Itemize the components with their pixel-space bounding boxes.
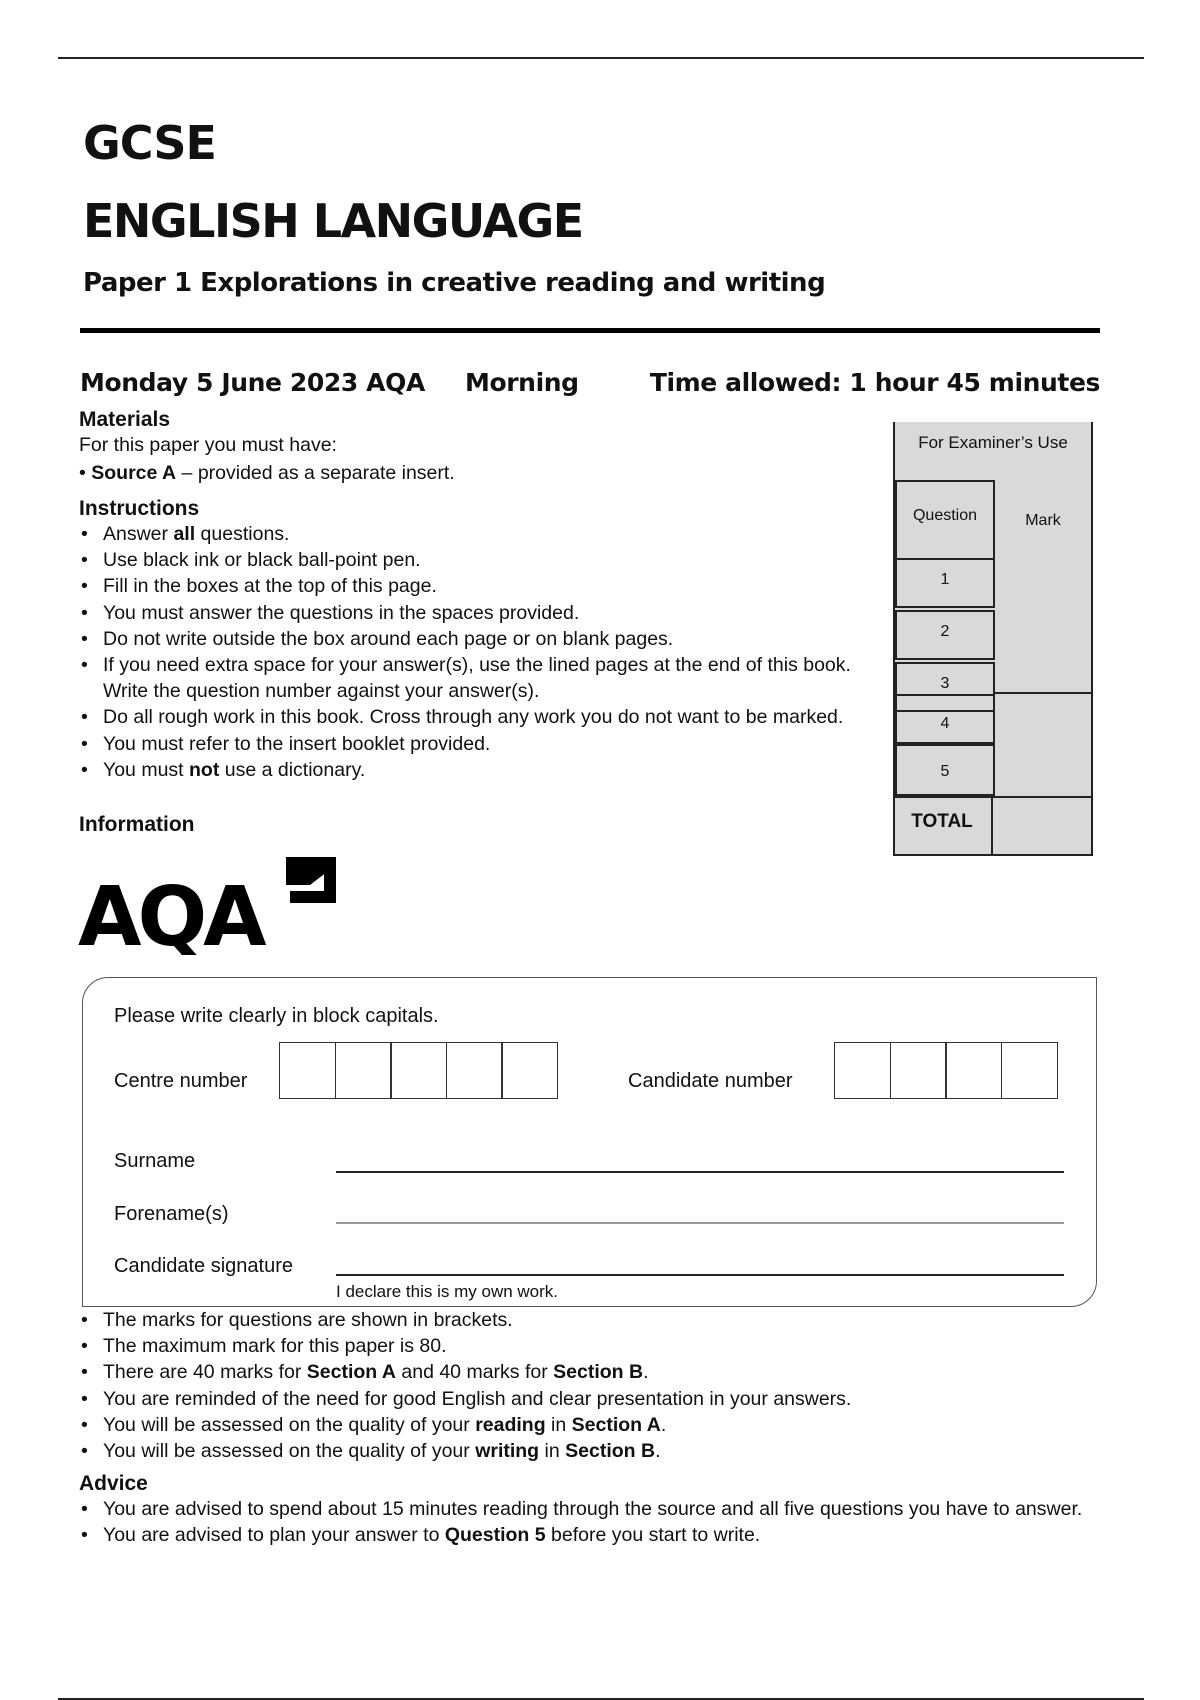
centre-number-label: Centre number [114, 1070, 248, 1092]
title-divider [80, 328, 1100, 333]
instruction-item: • You must not use a dictionary. [79, 757, 879, 783]
instructions-heading: Instructions [79, 497, 200, 520]
question-cell [895, 558, 995, 608]
advice-item: • You are advised to plan your answer to Question 5 before you start to write. [79, 1522, 1119, 1548]
subject-title: ENGLISH LANGUAGE [83, 194, 583, 248]
instructions-list [79, 521, 879, 783]
aqa-logo-text: AQA [78, 870, 263, 955]
advice-list [79, 1496, 1119, 1548]
total-row [893, 796, 1093, 858]
centre-digit-box[interactable] [279, 1042, 336, 1099]
centre-digit-box[interactable] [390, 1042, 447, 1099]
aqa-logo-graphic [78, 855, 348, 955]
question-header-cell [895, 480, 995, 560]
materials-item: • Source A – provided as a separate insert. [79, 462, 455, 484]
information-item: • You will be assessed on the quality of your reading in Section A. [79, 1412, 1109, 1438]
declaration-text: I declare this is my own work. [336, 1282, 559, 1301]
candidate-number-label: Candidate number [628, 1070, 793, 1092]
surname-line[interactable] [336, 1171, 1064, 1173]
examiner-use-title: For Examiner’s Use [918, 433, 1068, 452]
candidate-digit-box[interactable] [890, 1042, 947, 1099]
information-item: • The marks for questions are shown in brackets. [79, 1307, 1109, 1333]
top-rule [58, 57, 1144, 59]
aqa-logo [78, 855, 348, 955]
centre-digit-box[interactable] [446, 1042, 503, 1099]
centre-digit-box[interactable] [501, 1042, 558, 1099]
advice-item: • You are advised to spend about 15 minutes reading through the source and all five questions you have to answer. [79, 1496, 1119, 1522]
mark-header: Mark [1025, 512, 1061, 529]
exam-date: Monday 5 June 2023 AQA [80, 368, 425, 397]
instruction-item: • Do all rough work in this book. Cross through any work you do not want to be marked. [79, 704, 879, 730]
information-item: • There are 40 marks for Section A and 40 marks for Section B. [79, 1359, 1109, 1385]
examiner-use-box [893, 422, 1093, 856]
candidate-digit-box[interactable] [945, 1042, 1002, 1099]
instruction-item: • Use black ink or black ball-point pen. [79, 547, 879, 573]
candidate-digit-box[interactable] [834, 1042, 891, 1099]
signature-line[interactable] [336, 1274, 1064, 1276]
instruction-item: • Do not write outside the box around each page or on blank pages. [79, 626, 879, 652]
surname-label: Surname [114, 1150, 196, 1172]
paper-title: Paper 1 Explorations in creative reading and writing [83, 268, 826, 298]
information-list [79, 1307, 1109, 1464]
total-label: TOTAL [893, 798, 993, 856]
information-item: • The maximum mark for this paper is 80. [79, 1333, 1109, 1359]
question-header: Question [912, 507, 978, 524]
instruction-item: • You must answer the questions in the spaces provided. [79, 600, 879, 626]
block-capitals-prompt: Please write clearly in block capitals. [114, 1005, 439, 1027]
instruction-item: • You must refer to the insert booklet provided. [79, 731, 879, 757]
question-cell [895, 610, 995, 660]
information-heading: Information [79, 813, 195, 836]
centre-digit-box[interactable] [335, 1042, 392, 1099]
question-cell [895, 744, 995, 796]
qualification-title: GCSE [83, 116, 216, 170]
instruction-item: • If you need extra space for your answer(s), use the lined pages at the end of this book. Write the question number against your answer(s). [79, 652, 879, 704]
information-item: • You will be assessed on the quality of your writing in Section B. [79, 1438, 1109, 1464]
time-allowed: Time allowed: 1 hour 45 minutes [649, 368, 1100, 397]
exam-session: Morning [465, 368, 579, 397]
materials-item-bold: Source A [91, 462, 177, 484]
question-number: 3 [940, 675, 950, 692]
instruction-item: • Fill in the boxes at the top of this page. [79, 573, 879, 599]
materials-intro: For this paper you must have: [79, 434, 337, 456]
question-number: 1 [940, 571, 950, 588]
advice-heading: Advice [79, 1472, 148, 1495]
forename-label: Forename(s) [114, 1203, 229, 1225]
materials-heading: Materials [79, 408, 171, 431]
candidate-number-boxes[interactable] [834, 1042, 1056, 1099]
instruction-item: • Answer all questions. [79, 521, 879, 547]
centre-number-boxes[interactable] [279, 1042, 557, 1099]
candidate-digit-box[interactable] [1001, 1042, 1058, 1099]
question-number: 5 [940, 763, 950, 780]
question-cell [895, 694, 995, 744]
mark-divider [993, 692, 1091, 694]
information-item: • You are reminded of the need for good English and clear presentation in your answers. [79, 1386, 1109, 1412]
forename-line[interactable] [336, 1222, 1064, 1224]
question-number: 4 [940, 715, 950, 732]
signature-label: Candidate signature [114, 1255, 294, 1277]
question-number: 2 [940, 623, 950, 640]
materials-item-text: – provided as a separate insert. [176, 462, 455, 484]
